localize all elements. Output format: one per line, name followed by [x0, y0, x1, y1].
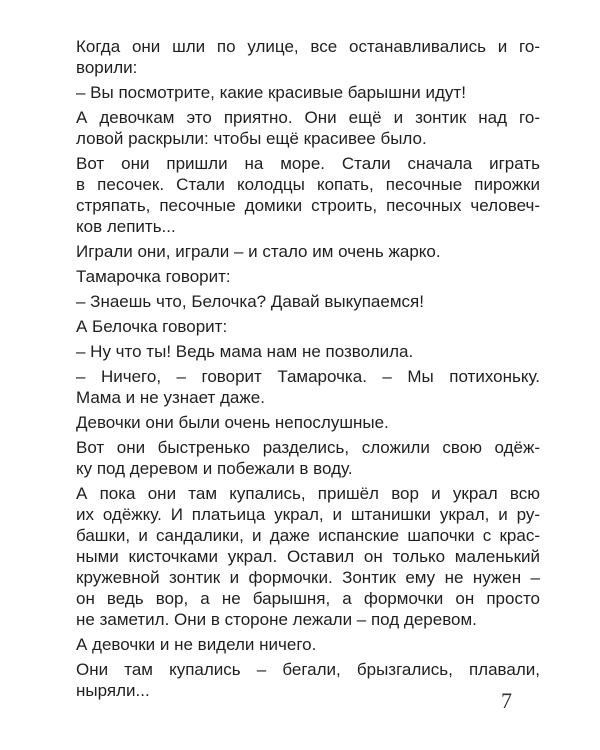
- text-line: А Белочка говорит:: [76, 317, 228, 336]
- paragraph-4: [76, 153, 540, 237]
- text-line: Мама и не узнает даже.: [76, 388, 265, 407]
- text-line: ку под деревом и побежали в воду.: [76, 459, 353, 478]
- text-line: А пока они там купались, пришёл вор и украл всю: [76, 484, 540, 503]
- text-line: Девочки они были очень непослушные.: [76, 413, 389, 432]
- paragraph-13: [76, 483, 540, 630]
- text-line: – Знаешь что, Белочка? Давай выкупаемся!: [76, 292, 424, 311]
- text-line: А девочки и не видели ничего.: [76, 635, 317, 654]
- paragraph-7: [76, 291, 540, 312]
- paragraph-11: [76, 412, 540, 433]
- story-text: [76, 36, 540, 701]
- paragraph-2: [76, 82, 540, 103]
- text-line: башки, и сандалики, и даже испанские шапочки с крас-: [76, 526, 540, 545]
- text-line: Тамарочка говорит:: [76, 267, 231, 286]
- paragraph-15: [76, 659, 540, 701]
- text-line: ворили:: [76, 58, 138, 77]
- text-line: ныряли...: [76, 681, 150, 700]
- paragraph-6: [76, 266, 540, 287]
- text-line: не заметил. Они в стороне лежали – под деревом.: [76, 610, 477, 629]
- text-line: – Ничего, – говорит Тамарочка. – Мы потихоньку.: [76, 367, 540, 386]
- paragraph-1: [76, 36, 540, 78]
- paragraph-9: [76, 341, 540, 362]
- text-line: Когда они шли по улице, все останавливались и го-: [76, 37, 540, 56]
- text-line: в песочек. Стали колодцы копать, песочные пирожки: [76, 175, 540, 194]
- text-line: ловой раскрыли: чтобы ещё красивее было.: [76, 129, 427, 148]
- paragraph-8: [76, 316, 540, 337]
- text-line: ков лепить...: [76, 217, 176, 236]
- text-line: Играли они, играли – и стало им очень жарко.: [76, 242, 441, 261]
- page-number: 7: [501, 688, 512, 713]
- text-line: – Ну что ты! Ведь мама нам не позволила.: [76, 342, 414, 361]
- text-line: их одёжку. И платьица украл, и штанишки украл, и ру-: [76, 505, 540, 524]
- paragraph-12: [76, 437, 540, 479]
- paragraph-14: [76, 634, 540, 655]
- text-line: Они там купались – бегали, брызгались, плавали,: [76, 660, 540, 679]
- paragraph-3: [76, 107, 540, 149]
- text-line: стряпать, песочные домики строить, песочных человеч-: [76, 196, 540, 215]
- text-line: кружевной зонтик и формочки. Зонтик ему не нужен –: [76, 568, 540, 587]
- text-line: А девочкам это приятно. Они ещё и зонтик над го-: [76, 108, 540, 127]
- paragraph-10: [76, 366, 540, 408]
- text-line: Вот они пришли на море. Стали сначала играть: [76, 154, 540, 173]
- text-line: он ведь вор, а не барышня, а формочки он просто: [76, 589, 540, 608]
- text-line: ными кисточками украл. Оставил он только маленький: [76, 547, 540, 566]
- paragraph-5: [76, 241, 540, 262]
- text-line: – Вы посмотрите, какие красивые барышни идут!: [76, 83, 466, 102]
- text-line: Вот они быстренько разделись, сложили свою одёж-: [76, 438, 540, 457]
